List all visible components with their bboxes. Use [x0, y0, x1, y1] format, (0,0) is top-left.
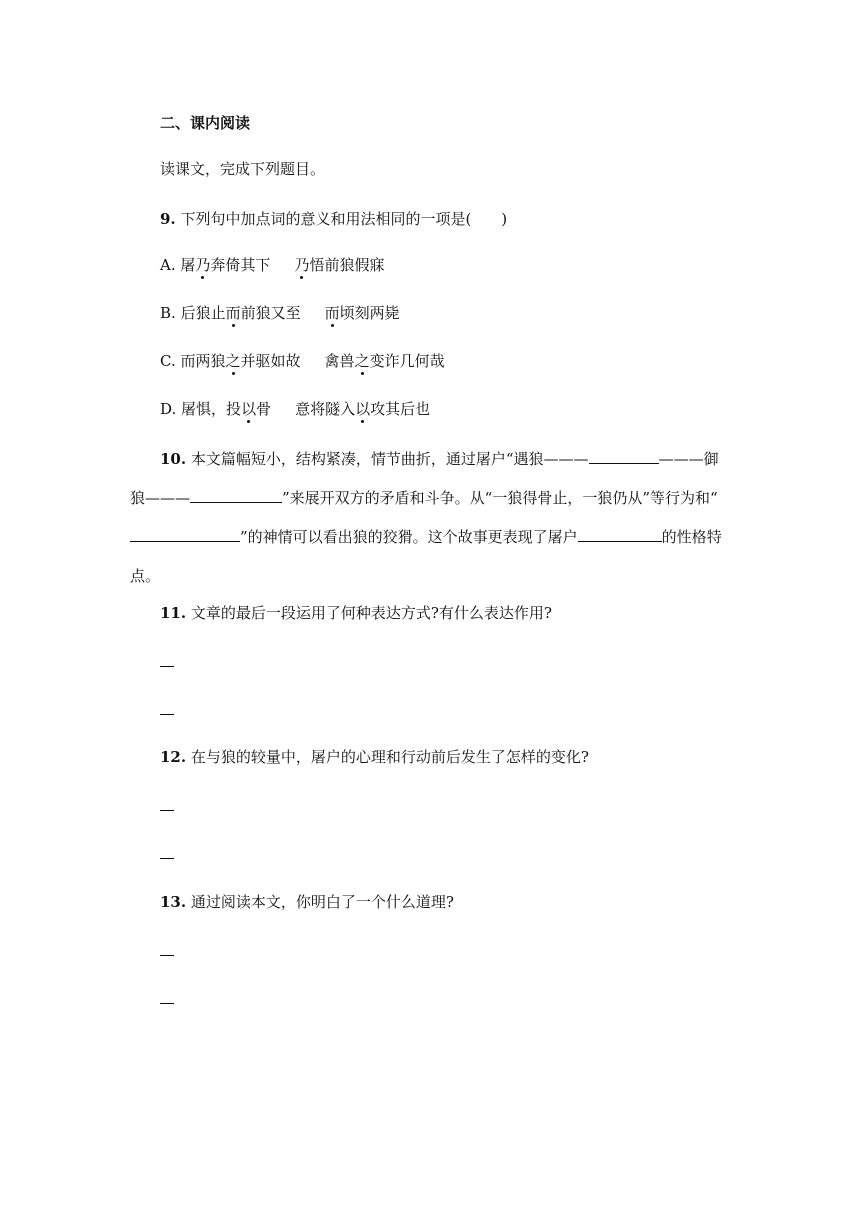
option-text: 意将隧入以攻其后也: [295, 400, 431, 418]
answer-line[interactable]: [160, 797, 174, 815]
question-stem: 通过阅读本文，你明白了一个什么道理?: [190, 893, 454, 911]
question-stem: 下列句中加点词的意义和用法相同的一项是( ): [180, 210, 508, 228]
answer-blank[interactable]: [130, 526, 240, 542]
question-stem: 在与狼的较量中，屠户的心理和行动前后发生了怎样的变化?: [190, 748, 589, 766]
question-number: 9.: [160, 210, 176, 228]
option-text: 后狼止而前狼又至: [180, 304, 301, 322]
dotted-char: 之: [225, 352, 241, 370]
option-text: 屠惧，投以骨: [181, 400, 272, 418]
option-c[interactable]: [160, 351, 445, 371]
option-label: A.: [160, 256, 176, 274]
dotted-char: 乃: [294, 256, 310, 274]
dotted-char: 以: [241, 400, 257, 418]
option-label: B.: [160, 304, 176, 322]
question-10: 10. 本文篇幅短小，结构紧凑，情节曲折，通过屠户“遇狼——— ———御狼——— ”来展开双方的矛盾和斗争。从“一狼得骨止，一狼仍从”等行为和“”的神情可以看出狼的狡猾。这个故事更表现了屠户 的性格特点。: [130, 450, 722, 585]
option-a[interactable]: [160, 255, 384, 275]
section-heading: 二、课内阅读: [160, 114, 251, 132]
question-11: [160, 603, 552, 623]
answer-blank[interactable]: [589, 448, 659, 464]
dotted-char: 而: [225, 304, 241, 322]
answer-line[interactable]: [160, 701, 174, 719]
dotted-char: 以: [355, 400, 371, 418]
answer-blank[interactable]: [578, 526, 662, 542]
question-9: [160, 209, 507, 229]
option-d[interactable]: [160, 399, 430, 419]
answer-line[interactable]: [160, 653, 174, 671]
option-text: 禽兽之变诈几何哉: [324, 352, 445, 370]
dotted-char: 之: [354, 352, 370, 370]
option-text: 乃悟前狼假寐: [294, 256, 385, 274]
option-text: 屠乃奔倚其下: [180, 256, 271, 274]
option-text: 而顷刻两毙: [324, 304, 400, 322]
option-label: D.: [160, 400, 177, 418]
answer-line[interactable]: [160, 942, 174, 960]
option-text: 而两狼之并驱如故: [180, 352, 301, 370]
section-instruction: 读课文，完成下列题目。: [160, 160, 326, 178]
option-label: C.: [160, 352, 176, 370]
question-number: 10.: [160, 450, 187, 468]
question-13: [160, 892, 454, 912]
question-number: 11.: [160, 604, 187, 622]
question-number: 13.: [160, 893, 187, 911]
dotted-char: 乃: [195, 256, 211, 274]
question-stem: 文章的最后一段运用了何种表达方式?有什么表达作用?: [190, 604, 552, 622]
option-b[interactable]: [160, 303, 400, 323]
dotted-char: 而: [324, 304, 340, 322]
answer-line[interactable]: [160, 845, 174, 863]
question-12: [160, 747, 589, 767]
answer-blank[interactable]: [190, 487, 282, 503]
question-number: 12.: [160, 748, 187, 766]
answer-line[interactable]: [160, 990, 174, 1008]
